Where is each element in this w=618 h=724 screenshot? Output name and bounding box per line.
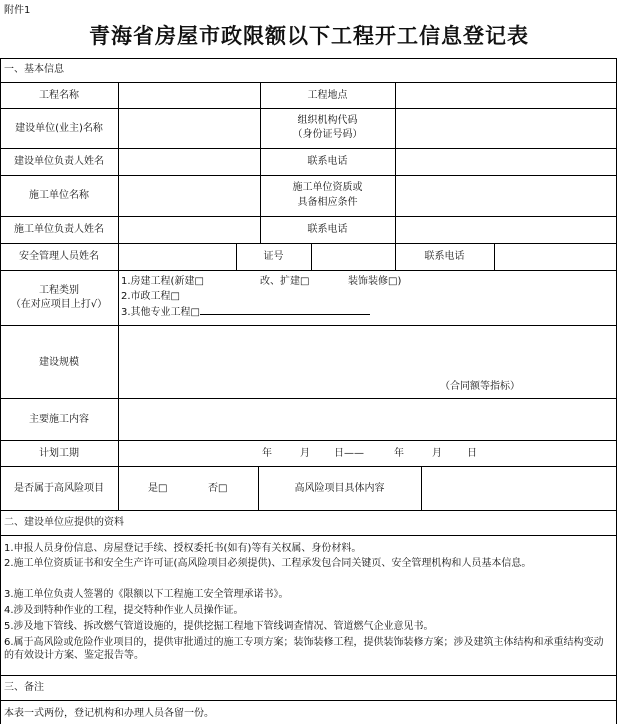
grid-line: [0, 108, 617, 109]
label-category-hint: （在对应项目上打√）: [10, 299, 108, 310]
label-phone-safety: 联系电话: [424, 251, 465, 262]
grid-line: [395, 82, 396, 243]
label-safety-manager: 安全管理人员姓名: [19, 251, 99, 262]
label-phone-builder: 联系电话: [307, 156, 348, 167]
page-title: 青海省房屋市政限额以下工程开工信息登记表: [89, 23, 529, 48]
remark-text: 本表一式两份，登记机构和办理人员各留一份。: [4, 708, 214, 719]
label-project-category: 工程类别: [39, 285, 79, 296]
option-housing-new[interactable]: 1.房建工程(新建□: [121, 276, 204, 287]
label-high-risk-detail: 高风险项目具体内容: [294, 483, 385, 494]
annex-label: 附件1: [4, 5, 31, 16]
section-basic-info: 一、基本信息: [4, 64, 64, 75]
option-other[interactable]: [121, 305, 370, 319]
option-housing-renovation[interactable]: 改、扩建□: [260, 276, 310, 287]
schedule-start-year: 年: [262, 448, 272, 459]
scale-note: （合同额等指标）: [440, 381, 520, 392]
other-project-underline[interactable]: [200, 305, 370, 315]
risk-yes-checkbox[interactable]: 是□: [148, 483, 168, 494]
grid-line: [421, 466, 422, 510]
label-high-risk: 是否属于高风险项目: [14, 483, 104, 494]
grid-line: [118, 82, 119, 510]
section-required-materials: 二、建设单位应提供的资料: [4, 517, 124, 528]
grid-line: [0, 243, 617, 244]
schedule-end-day: 日: [467, 448, 477, 459]
grid-line: [0, 535, 617, 536]
schedule-start-day: 日——: [334, 448, 364, 459]
risk-no-checkbox[interactable]: 否□: [208, 483, 228, 494]
grid-line: [0, 398, 617, 399]
option-municipal[interactable]: 2.市政工程□: [121, 291, 180, 302]
label-constructor-unit: 施工单位名称: [29, 190, 89, 201]
label-qualification-condition: 具备相应条件: [297, 197, 358, 208]
grid-line: [311, 243, 312, 270]
schedule-end-year: 年: [394, 448, 404, 459]
material-item-2: 2.施工单位资质证书和安全生产许可证(高风险项目必须提供)、工程承发包合同关键页、安全管理机构和人员基本信息。: [4, 558, 532, 569]
grid-line: [0, 440, 617, 441]
material-item-1: 1.申报人员身份信息、房屋登记手续、授权委托书(如有)等有关权属、身份材料。: [4, 543, 362, 554]
label-project-name: 工程名称: [39, 90, 79, 101]
material-item-6: 6.属于高风险或危险作业项目的，提供审批通过的施工专项方案；装饰装修工程，提供装饰装修方案；涉及建筑主体结构和承重结构变动的有效设计方案、鉴定报告等。: [4, 637, 604, 661]
grid-line: [0, 675, 617, 676]
label-certificate: 证号: [263, 251, 284, 262]
material-item-5: 5.涉及地下管线、拆改燃气管道设施的，提供挖掘工程地下管线调查情况、管道燃气企业意见书。: [4, 621, 434, 632]
label-main-content: 主要施工内容: [29, 414, 89, 425]
label-phone-constructor: 联系电话: [307, 224, 348, 235]
grid-line: [0, 510, 617, 511]
project-location-field[interactable]: [396, 89, 616, 103]
label-schedule: 计划工期: [39, 448, 79, 459]
label-qualification: 施工单位资质或: [292, 182, 363, 193]
label-id-number: （身份证号码）: [292, 129, 363, 140]
option-decoration[interactable]: 装饰装修□): [348, 276, 402, 287]
label-builder-head: 建设单位负责人姓名: [14, 156, 104, 167]
material-item-4: 4.涉及到特种作业的工程，提交特种作业人员操作证。: [4, 605, 244, 616]
material-item-3: 3.施工单位负责人签署的《限额以下工程施工安全管理承诺书》。: [4, 589, 289, 600]
grid-line: [0, 175, 617, 176]
label-builder-unit: 建设单位(业主)名称: [15, 123, 103, 134]
label-project-location: 工程地点: [307, 90, 348, 101]
section-remarks: 三、备注: [4, 682, 44, 693]
schedule-start-month: 月: [300, 448, 310, 459]
grid-line: [0, 700, 617, 701]
grid-line: [0, 325, 617, 326]
grid-line: [0, 466, 617, 467]
project-name-field[interactable]: [119, 89, 259, 103]
option-other-label: 3.其他专业工程□: [121, 307, 200, 318]
grid-line: [0, 216, 617, 217]
grid-line: [0, 270, 617, 271]
grid-line: [494, 243, 495, 270]
grid-line: [0, 148, 617, 149]
grid-line: [0, 82, 617, 83]
label-org-code: 组织机构代码: [297, 115, 358, 126]
schedule-end-month: 月: [432, 448, 442, 459]
label-constructor-head: 施工单位负责人姓名: [14, 224, 104, 235]
label-construction-scale: 建设规模: [39, 357, 79, 368]
